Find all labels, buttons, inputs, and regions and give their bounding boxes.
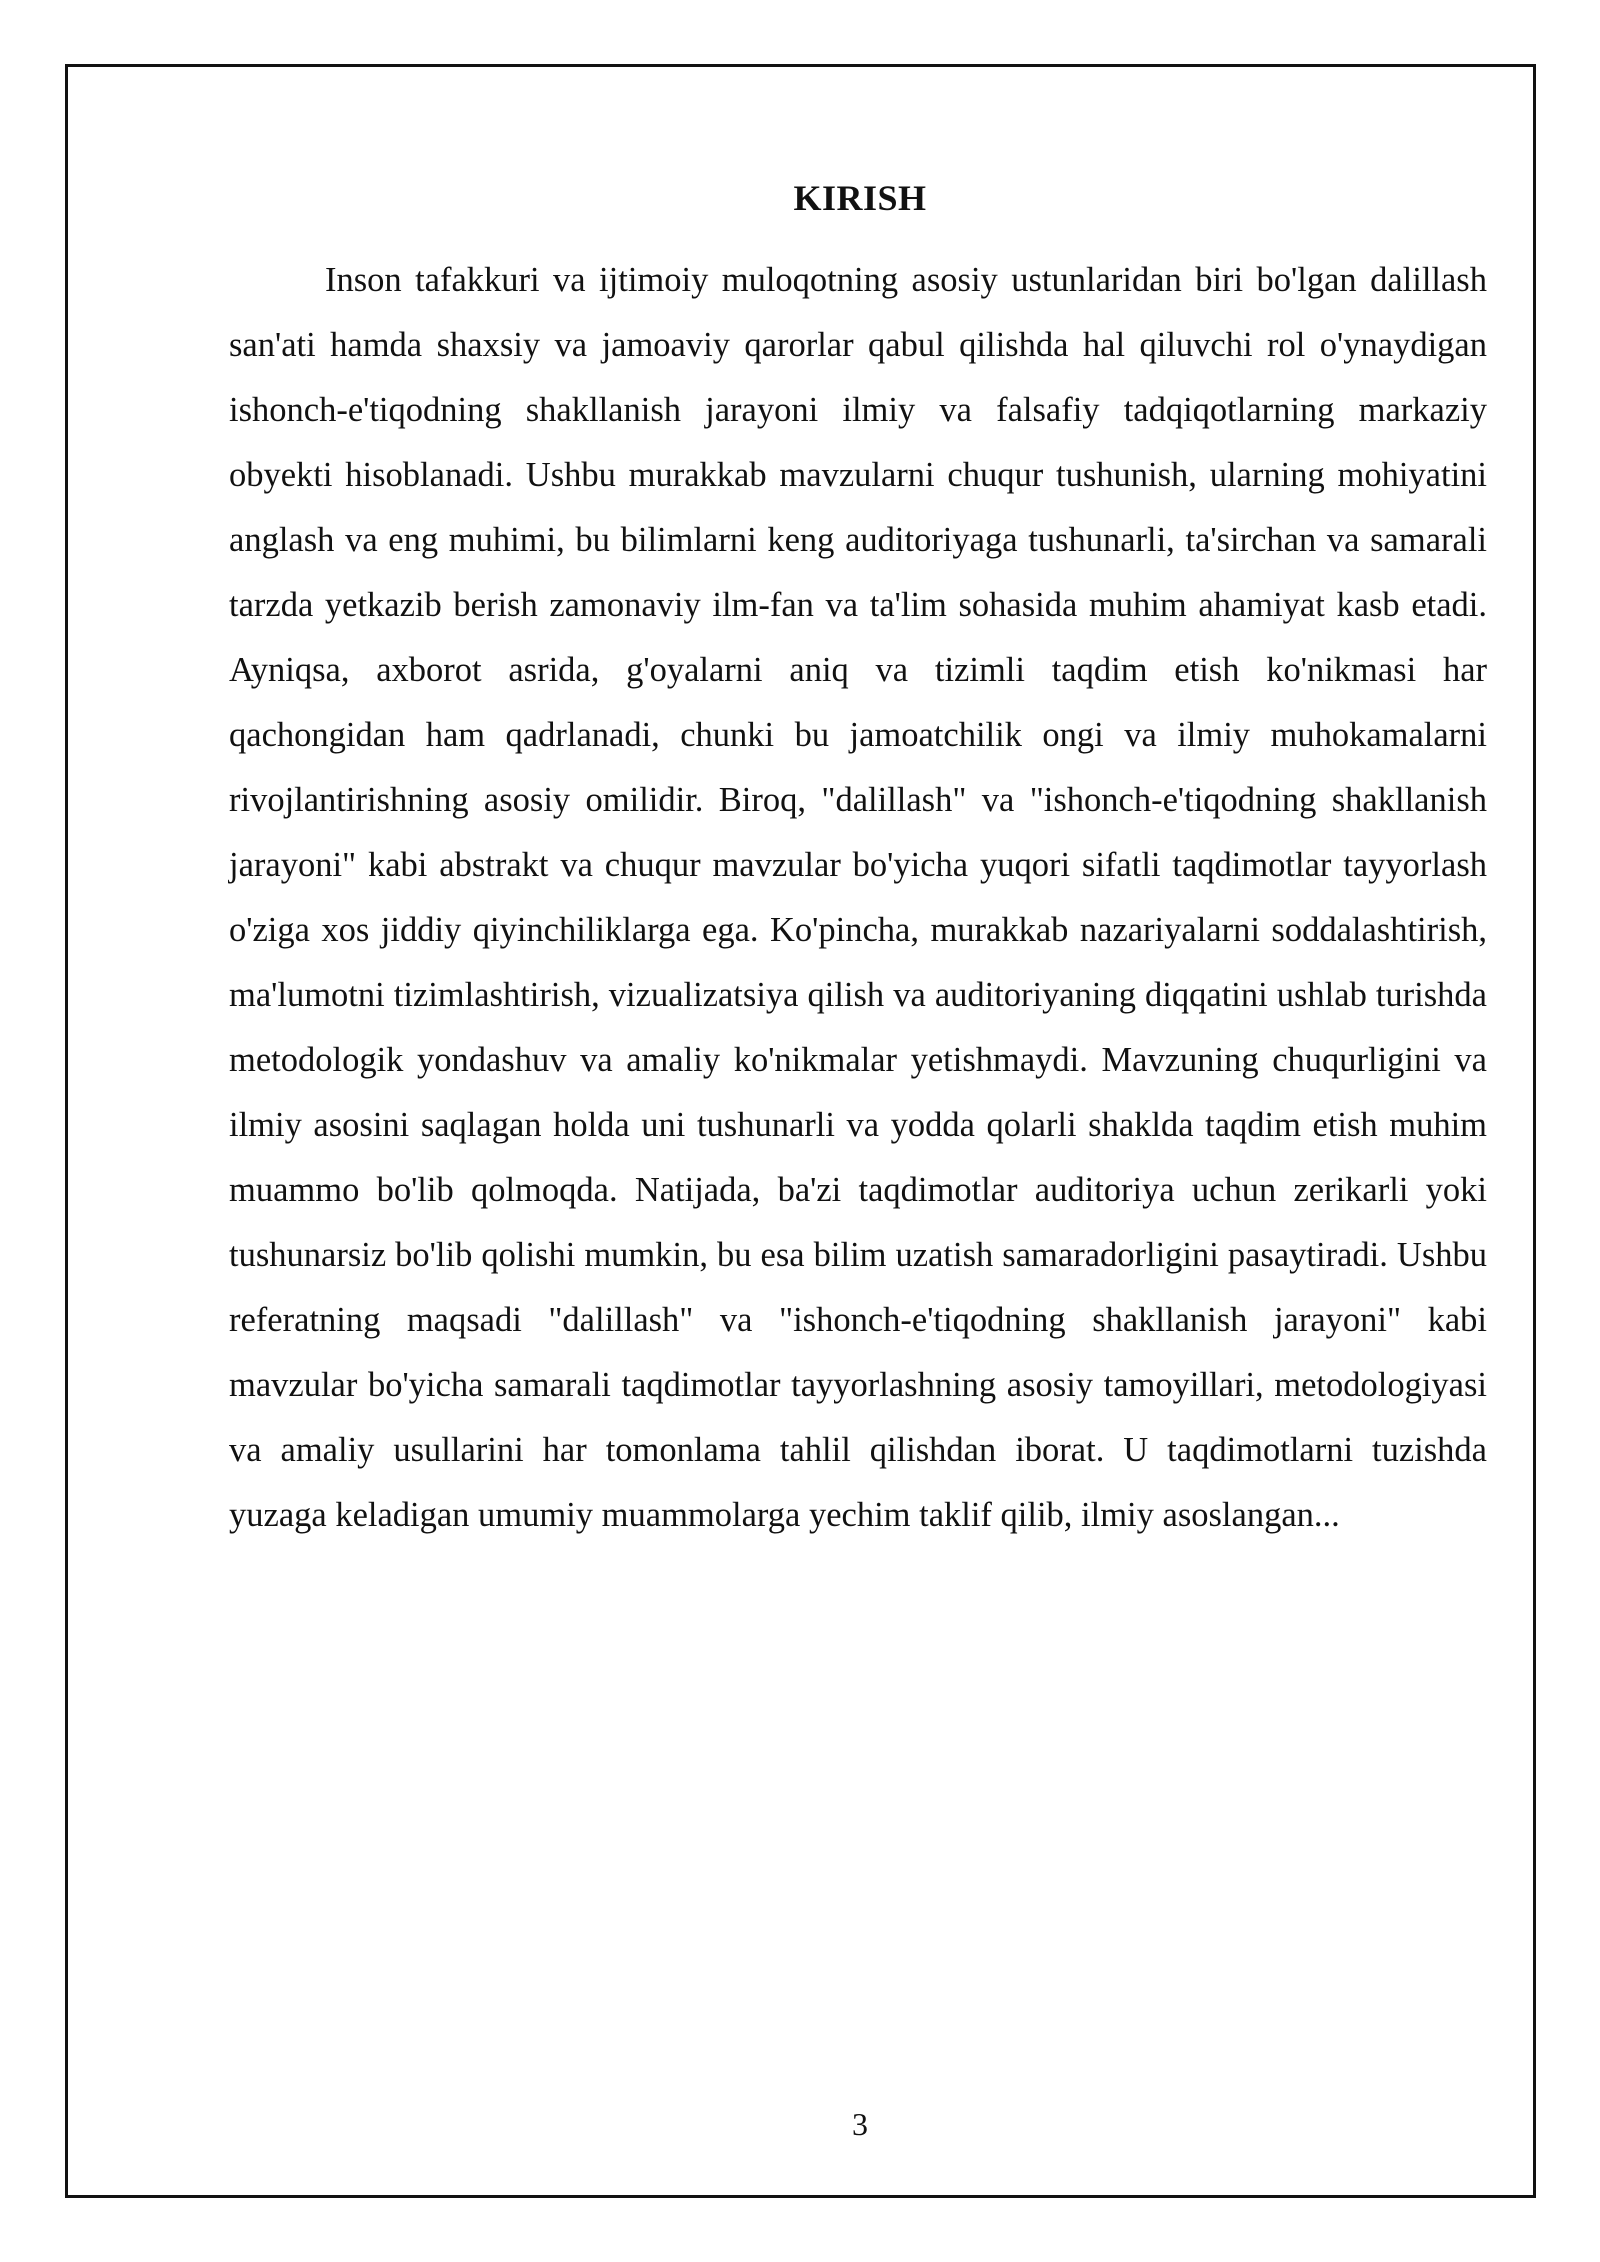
page-number: 3 (852, 2106, 868, 2142)
page-title: KIRISH (793, 178, 927, 219)
body-paragraph: Inson tafakkuri va ijtimoiy muloqotning asosiy ustunlaridan biri bo'lgan dalillash san'ati hamda shaxsiy va jamoaviy qarorlar qabul qilishda hal qiluvchi rol o'ynaydigan ishonch-e'tiqodning shakllanish jarayoni ilmiy va falsafiy tadqiqotlarning markaziy obyekti hisoblanadi. Ushbu murakkab mavzularni chuqur tushunish, ularning mohiyatini anglash va eng muhimi, bu bilimlarni keng auditoriyaga tushunarli, ta'sirchan va samarali tarzda yetkazib berish zamonaviy ilm-fan va ta'lim sohasida muhim ahamiyat kasb etadi. Ayniqsa, axborot asrida, g'oyalarni aniq va tizimli taqdim etish ko'nikmasi har qachongidan ham qadrlanadi, chunki bu jamoatchilik ongi va ilmiy muhokamalarni rivojlantirishning asosiy omilidir. Biroq, "dalillash" va "ishonch-e'tiqodning shakllanish jarayoni" kabi abstrakt va chuqur mavzular bo'yicha yuqori sifatli taqdimotlar tayyorlash o'ziga xos jiddiy qiyinchiliklarga ega. Ko'pincha, murakkab nazariyalarni soddalashtirish, ma'lumotni tizimlashtirish, vizualizatsiya qilish va auditoriyaning diqqatini ushlab turishda metodologik yondashuv va amaliy ko'nikmalar yetishmaydi. Mavzuning chuqurligini va ilmiy asosini saqlagan holda uni tushunarli va yodda qolarli shaklda taqdim etish muhim muammo bo'lib qolmoqda. Natijada, ba'zi taqdimotlar auditoriya uchun zerikarli yoki tushunarsiz bo'lib qolishi mumkin, bu esa bilim uzatish samaradorligini pasaytiradi. Ushbu referatning maqsadi "dalillash" va "ishonch-e'tiqodning shakllanish jarayoni" kabi mavzular bo'yicha samarali taqdimotlar tayyorlashning asosiy tamoyillari, metodologiyasi va amaliy usullarini har tomonlama tahlil qilishdan iborat. U taqdimotlarni tuzishda yuzaga keladigan umumiy muammolarga yechim taklif qilib, ilmiy asoslangan... (229, 261, 1487, 1534)
